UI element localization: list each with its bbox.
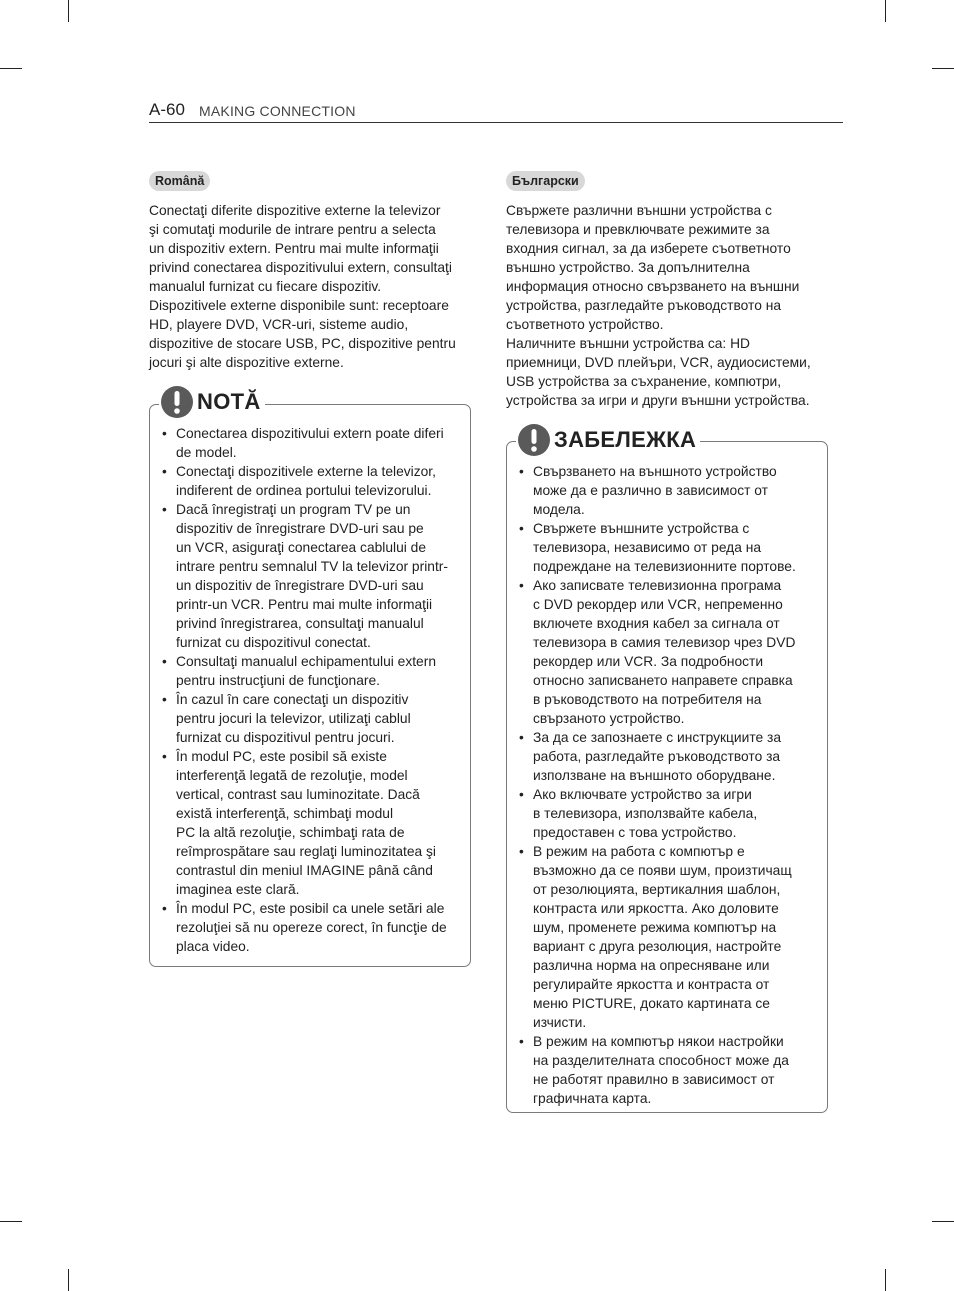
crop-mark — [885, 1269, 886, 1291]
note-item: • Свързването на външното устройство може да е различно в зависимост от модела. — [519, 462, 819, 519]
language-tag-romanian: Română — [149, 171, 210, 191]
note-list-bulgarian — [519, 462, 819, 1108]
crop-mark — [932, 68, 954, 69]
note-list-romanian — [162, 424, 462, 956]
note-item: • Dacă înregistraţi un program TV pe un dispozitiv de înregistrare DVD-uri sau pe un VCR, asiguraţi conectarea cablului de intrare pentru semnalul TV la televizor printr- un dispozitiv de înregistrare DVD-uri sau printr-un VCR. Pentru mai multe informaţii privind înregistrarea, consultaţi manualul furnizat cu dispozitivul conectat. — [162, 500, 462, 652]
language-tag-bulgarian: Български — [506, 171, 585, 191]
crop-mark — [68, 1269, 69, 1291]
note-item: • Conectaţi dispozitivele externe la televizor, indiferent de ordinea portului televizorului. — [162, 462, 462, 500]
note-title-romanian: NOTĂ — [197, 389, 261, 414]
note-item: • Consultaţi manualul echipamentului extern pentru instrucţiuni de funcţionare. — [162, 652, 462, 690]
exclamation-icon — [518, 424, 550, 456]
crop-mark — [0, 1221, 22, 1222]
note-item: • Ако включвате устройство за игри в телевизора, използвайте кабела, предоставен с това устройство. — [519, 785, 819, 842]
note-item: • În cazul în care conectaţi un dispozitiv pentru jocuri la televizor, utilizaţi cablul furnizat cu dispozitivul pentru jocuri. — [162, 690, 462, 747]
note-item: • În modul PC, este posibil să existe interferenţă legată de rezoluţie, model vertical, contrast sau luminozitate. Dacă există interferenţă, schimbaţi modul PC la altă rezoluţie, schimbaţi rata de reîmprospătare sau reglaţi luminozitatea şi contrastul din meniul IMAGINE până când imaginea este clară. — [162, 747, 462, 899]
crop-mark — [68, 0, 69, 22]
note-title-bulgarian: ЗАБЕЛЕЖКА — [554, 427, 697, 452]
crop-mark — [932, 1221, 954, 1222]
exclamation-icon — [161, 386, 193, 418]
note-item: • În modul PC, este posibil ca unele setări ale rezoluţiei să nu opereze corect, în funcţie de placa video. — [162, 899, 462, 956]
crop-mark — [0, 68, 22, 69]
note-item: • В режим на компютър някои настройки на разделителната способност може да не работят правилно в зависимост от графичната карта. — [519, 1032, 819, 1108]
intro-paragraph-romanian: Conectaţi diferite dispozitive externe la televizor şi comutaţi modurile de intrare pentru a selecta un dispozitiv extern. Pentru mai multe informaţii privind conectarea dispozitivului extern, consultaţi manualul furnizat cu fiecare dispozitiv. Dispozitivele externe disponibile sunt: receptoare HD, playere DVD, VCR-uri, sisteme audio, dispozitive de stocare USB, PC, dispozitive pentru jocuri şi alte dispozitive externe. — [149, 203, 456, 370]
crop-mark — [885, 0, 886, 22]
page-number: A-60 — [149, 100, 185, 119]
note-item: • За да се запознаете с инструкциите за работа, разгледайте ръководството за използване на външното оборудване. — [519, 728, 819, 785]
note-item: • Свържете външните устройства с телевизора, независимо от реда на подреждане на телевизионните портове. — [519, 519, 819, 576]
note-header-romanian — [159, 385, 265, 419]
note-item: • Ако записвате телевизионна програма с DVD рекордер или VCR, непременно включете входния кабел за сигнала от телевизора в самия телевизор чрез DVD рекордер или VCR. За подробности относно записването направете справка в ръководството на потребителя на свързаното устройство. — [519, 576, 819, 728]
intro-paragraph-bulgarian: Свържете различни външни устройства с телевизора и превключвате режимите за входния сигнал, за да изберете съответното външно устройство. За допълнителна информация относно свързването на външни устройства, разгледайте ръководството на съответното устройство. Наличните външни устройства са: HD приемници, DVD плейъри, VCR, аудиосистеми, USB устройства за съхранение, компютри, устройства за игри и други външни устройства. — [506, 203, 811, 408]
note-item: • Conectarea dispozitivului extern poate diferi de model. — [162, 424, 462, 462]
note-item: • В режим на работа с компютър е възможно да се появи шум, произтичащ от резолюцията, вертикалния шаблон, контраста или яркостта. Ако доловите шум, променете режима компютър на вариант с друга резолюция, настройте различна норма на опресняване или регулирайте яркостта и контраста от меню PICTURE, докато картината се изчисти. — [519, 842, 819, 1032]
section-title: MAKING CONNECTION — [199, 103, 356, 119]
note-header-bulgarian — [516, 423, 700, 457]
page-header — [149, 100, 843, 123]
